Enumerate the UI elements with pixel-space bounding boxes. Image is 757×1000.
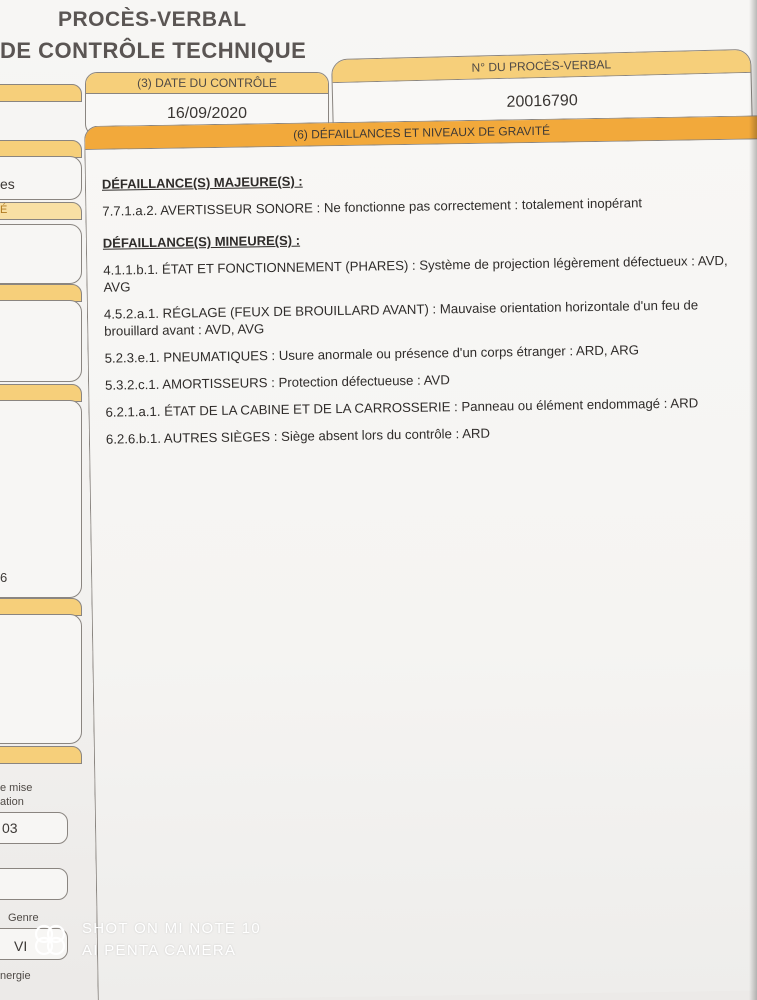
camera-watermark [30,918,261,962]
left-panel [0,300,82,382]
left-fragment-ation: ation [0,796,24,808]
control-date-label: (3) DATE DU CONTRÔLE [86,73,328,94]
left-panel [0,400,82,598]
defects-section-header: (6) DÉFAILLANCES ET NIVEAUX DE GRAVITÉ [85,116,757,150]
left-bar [0,84,82,102]
major-defects-heading: DÉFAILLANCE(S) MAJEURE(S) : [101,173,303,192]
left-fragment-6: 6 [0,570,8,585]
report-number-label: N° DU PROCÈS-VERBAL [332,50,750,83]
left-panel [0,224,82,284]
left-bar [0,202,82,220]
document-title-line2: DE CONTRÔLE TECHNIQUE [0,38,307,63]
defects-section [84,115,757,1000]
minor-defect-item: 4.1.1.b.1. ÉTAT ET FONCTIONNEMENT (PHARES) : Système de projection légèrement défectueux : AVD, AVG [103,252,728,295]
minor-defect-item: 5.2.3.e.1. PNEUMATIQUES : Usure anormale ou présence d'un corps étranger : ARD, ARG [104,342,640,366]
control-date-value: 16/09/2020 [166,105,248,122]
watermark-line1: SHOT ON MI NOTE 10 [82,920,261,937]
minor-defect-item: 4.5.2.a.1. RÉGLAGE (FEUX DE BROUILLARD AVANT) : Mauvaise orientation horizontale d'un feu de brouillard avant : AVD, AVG [103,297,699,339]
left-fragment-energie: nergie [0,970,31,982]
left-panel [0,614,82,744]
page-edge-shadow [749,0,757,1000]
minor-defects-heading: DÉFAILLANCE(S) MINEURE(S) : [102,232,301,251]
left-field [0,868,68,900]
left-fragment-03: 03 [2,820,18,836]
minor-defect-item: 5.3.2.c.1. AMORTISSEURS : Protection défectueuse : AVD [104,372,450,393]
left-fragment-es: es [0,176,15,192]
left-fragment-vi: VI [14,938,28,954]
defects-section-body [102,167,733,458]
left-fragment-e: É [0,204,8,216]
left-fragment-mise: e mise [0,782,33,794]
watermark-line2: AI PENTA CAMERA [82,942,237,959]
camera-logo-icon [30,920,70,960]
minor-defect-item: 6.2.1.a.1. ÉTAT DE LA CABINE ET DE LA CARROSSERIE : Panneau ou élément endommagé : ARD [105,395,699,420]
document-title-line1: PROCÈS-VERBAL [58,8,247,31]
minor-defect-item: 6.2.6.b.1. AUTRES SIÈGES : Siège absent lors du contrôle : ARD [105,425,491,447]
left-bar [0,746,82,764]
major-defect-item: 7.7.1.a.2. AVERTISSEUR SONORE : Ne fonctionne pas correctement : totalement inopérant [102,195,643,219]
left-column [0,96,84,1000]
report-number-value: 20016790 [506,92,578,111]
left-fragment-genre: Genre [8,912,39,924]
